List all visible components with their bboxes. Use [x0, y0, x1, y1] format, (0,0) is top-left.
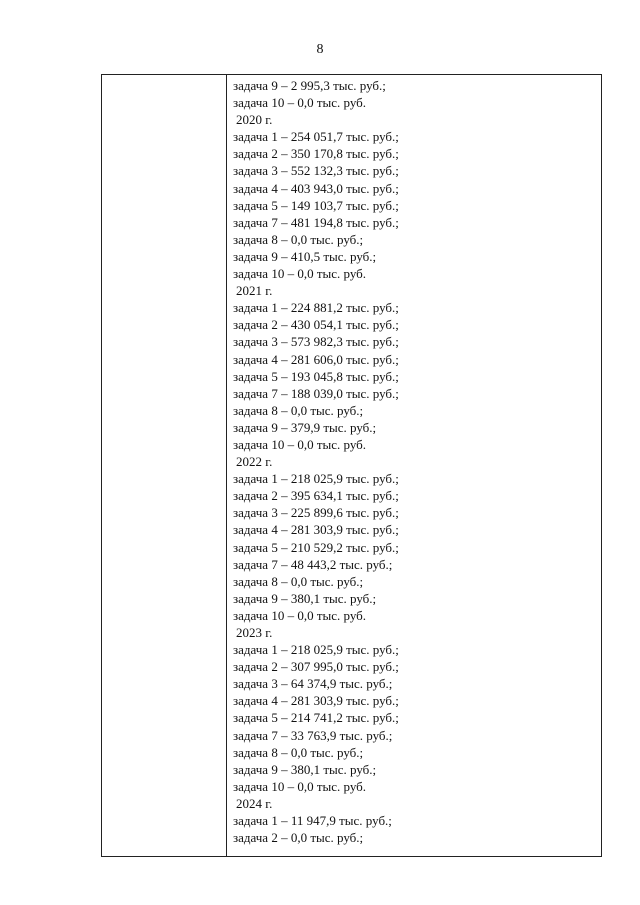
task-amount-line: задача 5 – 193 045,8 тыс. руб.;	[233, 368, 399, 384]
task-amount-line: задача 3 – 225 899,6 тыс. руб.;	[233, 505, 399, 521]
task-amount-line: задача 2 – 0,0 тыс. руб.;	[233, 830, 364, 846]
year-heading: 2022 г.	[236, 454, 273, 470]
task-amount-line: задача 2 – 395 634,1 тыс. руб.;	[233, 488, 399, 504]
task-amount-line: задача 7 – 48 443,2 тыс. руб.;	[233, 556, 393, 572]
task-amount-line: задача 9 – 410,5 тыс. руб.;	[233, 248, 377, 264]
task-amount-line: задача 10 – 0,0 тыс. руб.	[233, 778, 367, 794]
year-heading: 2021 г.	[236, 283, 273, 299]
task-amount-line: задача 2 – 350 170,8 тыс. руб.;	[233, 146, 399, 162]
task-amount-line: задача 9 – 379,9 тыс. руб.;	[233, 419, 377, 435]
year-heading: 2024 г.	[236, 795, 273, 811]
task-amount-line: задача 5 – 214 741,2 тыс. руб.;	[233, 710, 399, 726]
task-amount-line: задача 5 – 149 103,7 тыс. руб.;	[233, 197, 399, 213]
task-amount-line: задача 7 – 33 763,9 тыс. руб.;	[233, 727, 393, 743]
funding-table	[101, 74, 602, 857]
task-amount-line: задача 1 – 11 947,9 тыс. руб.;	[233, 813, 392, 829]
table-right-cell	[233, 77, 593, 846]
task-amount-line: задача 1 – 218 025,9 тыс. руб.;	[233, 642, 399, 658]
task-amount-line: задача 1 – 254 051,7 тыс. руб.;	[233, 129, 399, 145]
task-amount-line: задача 3 – 573 982,3 тыс. руб.;	[233, 334, 399, 350]
task-amount-line: задача 10 – 0,0 тыс. руб.	[233, 95, 367, 111]
task-amount-line: задача 4 – 403 943,0 тыс. руб.;	[233, 180, 399, 196]
year-heading: 2023 г.	[236, 625, 273, 640]
task-amount-line: задача 5 – 210 529,2 тыс. руб.;	[233, 539, 399, 555]
task-amount-line: задача 9 – 2 995,3 тыс. руб.;	[233, 78, 386, 93]
task-amount-line: задача 8 – 0,0 тыс. руб.;	[233, 744, 364, 760]
task-amount-line: задача 8 – 0,0 тыс. руб.;	[233, 402, 364, 418]
task-amount-line: задача 8 – 0,0 тыс. руб.;	[233, 231, 364, 247]
year-heading: 2020 г.	[236, 112, 273, 128]
task-amount-line: задача 2 – 307 995,0 тыс. руб.;	[233, 659, 399, 675]
task-amount-line: задача 3 – 64 374,9 тыс. руб.;	[233, 676, 393, 692]
task-amount-line: задача 10 – 0,0 тыс. руб.	[233, 266, 367, 282]
task-amount-line: задача 10 – 0,0 тыс. руб.	[233, 436, 367, 452]
task-amount-line: задача 9 – 380,1 тыс. руб.;	[233, 761, 377, 777]
task-amount-line: задача 2 – 430 054,1 тыс. руб.;	[233, 317, 399, 333]
table-left-cell	[102, 75, 226, 856]
task-amount-line: задача 1 – 224 881,2 тыс. руб.;	[233, 300, 399, 316]
task-amount-line: задача 7 – 481 194,8 тыс. руб.;	[233, 214, 399, 230]
task-amount-line: задача 4 – 281 303,9 тыс. руб.;	[233, 693, 399, 709]
column-divider	[226, 75, 227, 856]
task-amount-line: задача 1 – 218 025,9 тыс. руб.;	[233, 471, 399, 487]
task-amount-line: задача 10 – 0,0 тыс. руб.	[233, 607, 367, 623]
task-amount-line: задача 3 – 552 132,3 тыс. руб.;	[233, 163, 399, 179]
task-amount-line: задача 4 – 281 606,0 тыс. руб.;	[233, 351, 399, 367]
task-amount-line: задача 4 – 281 303,9 тыс. руб.;	[233, 522, 399, 538]
page-number: 8	[316, 42, 324, 57]
task-amount-line: задача 7 – 188 039,0 тыс. руб.;	[233, 385, 399, 401]
task-amount-line: задача 9 – 380,1 тыс. руб.;	[233, 590, 377, 606]
task-amount-line: задача 8 – 0,0 тыс. руб.;	[233, 573, 364, 589]
